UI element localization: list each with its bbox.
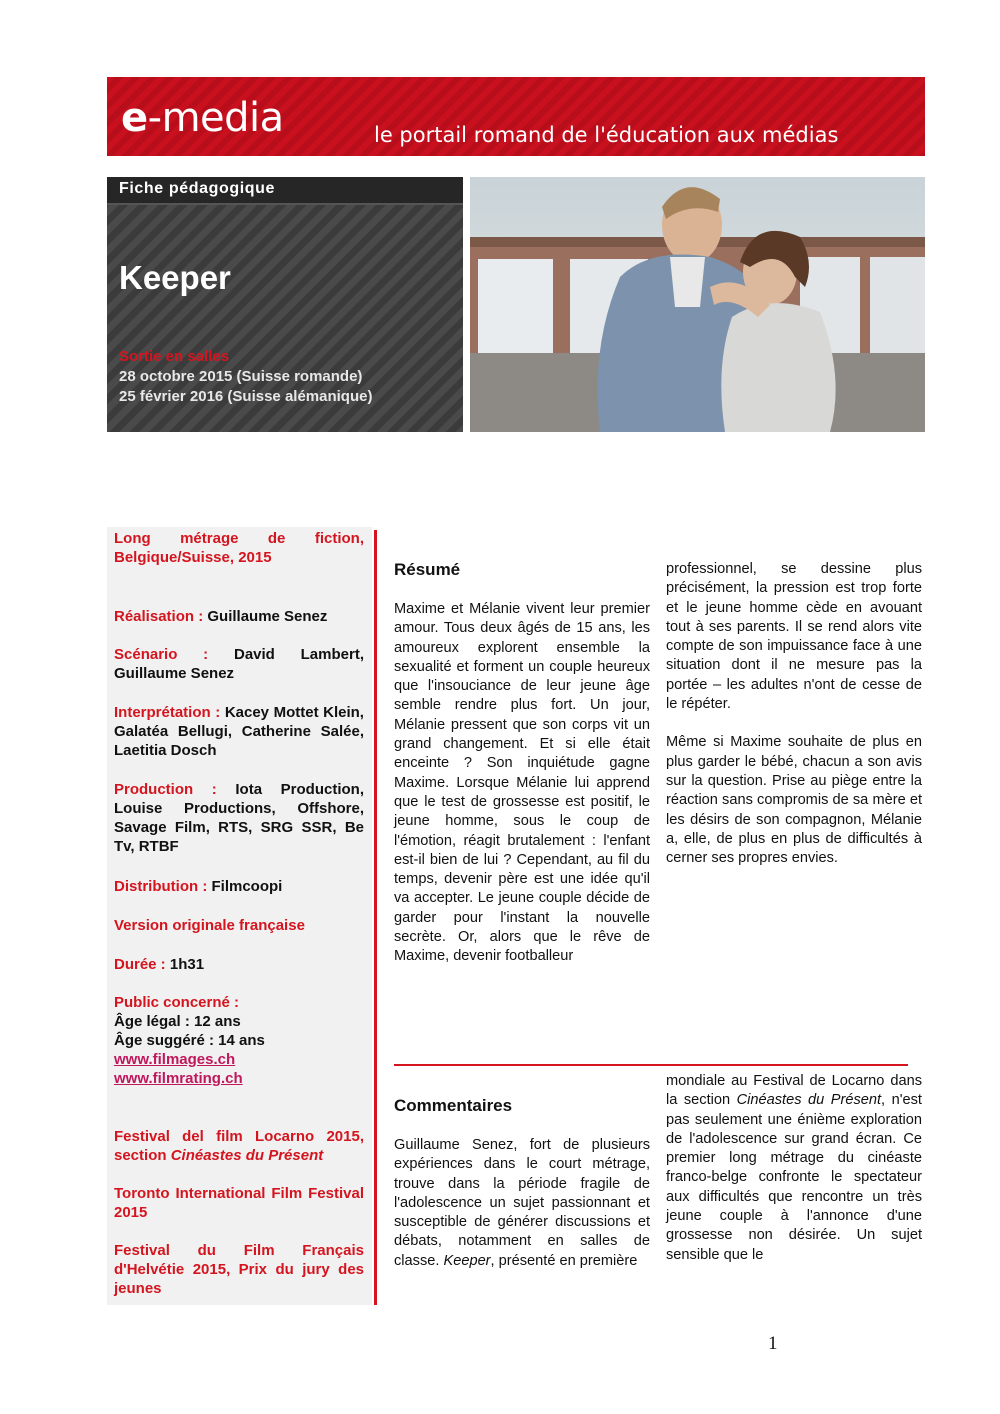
sidebar-divider (374, 530, 377, 1305)
interpretation (114, 703, 364, 760)
release-date-alemanique: 25 février 2016 (Suisse alémanique) (119, 388, 373, 405)
logo-text: -media (147, 95, 284, 141)
distribution-value: Filmcoopi (211, 878, 283, 895)
commentaires-column-2 (666, 1072, 922, 1265)
logo-e: e (121, 95, 148, 141)
duree (114, 955, 364, 974)
version: Version originale française (114, 917, 305, 934)
distribution-label: Distribution : (114, 878, 212, 895)
commentaires-text-c: mondiale au Festival de Locarno dans la section (666, 1073, 922, 1109)
commentaires-column-1 (394, 1136, 650, 1271)
commentaires-film-title: Keeper (443, 1252, 491, 1269)
production-value: Iota Production, Louise Productions, Offshore, Savage Film, RTS, SRG SSR, Be Tv, RTBF (114, 781, 364, 855)
release-info (119, 347, 372, 407)
hero-panel (107, 177, 463, 432)
photo-icon (470, 177, 925, 432)
film-title: Keeper (119, 259, 231, 296)
emedia-logo[interactable] (121, 95, 284, 141)
resume-column-2 (666, 560, 922, 868)
scenario-label: Scénario : (114, 646, 234, 663)
distribution (114, 877, 364, 896)
film-info-sidebar (107, 527, 372, 1305)
duree-value: 1h31 (169, 956, 205, 973)
age-suggere: Âge suggéré : 14 ans (114, 1032, 265, 1049)
public-label: Public concerné : (114, 994, 240, 1011)
resume-paragraph-3: Même si Maxime souhaite de plus en plus garder le bébé, chacun a son avis sur la question. Prise au piège entre la réaction sans compromis de sa mère et les désirs de son compagnon, Mélanie a, elle, de plus en plus de difficultés à cerner ses propres envies. (666, 734, 922, 867)
realisation (114, 607, 364, 626)
commentaires-title: Commentaires (394, 1096, 513, 1115)
page-number: 1 (768, 1333, 778, 1354)
resume-column-1: Maxime et Mélanie vivent leur premier amour. Tous deux âgés de 15 ans, les amoureux explorent ensemble la sexualité et forment un couple heureux que l'insouciance de leur jeune âge semble rendre plus fort. Un jour, Mélanie pressent que son corps vit un grand changement. Et si elle était enceinte ? Son inquiétude gagne Maxime. Lorsque Mélanie lui apprend que le test de grossesse est positif, le jeune homme, sous le coup de l'émotion, réagit brutalement : l'enfant est-il bien de lui ? Cependant, au fil du temps, devenir père est une idée qu'il va accepter. Le jeune couple décide de garder pour l'instant la nouvelle secrète. Or, alors que le rêve de Maxime, devenir footballeur (394, 601, 650, 965)
production (114, 780, 364, 856)
filmrating-link[interactable]: www.filmrating.ch (114, 1070, 243, 1087)
film-still-photo (470, 177, 925, 432)
section-label-bar (107, 177, 463, 205)
festival-locarno-text: Festival del film Locarno 2015, section (114, 1128, 364, 1164)
resume-title: Résumé (394, 560, 461, 579)
section-label: Fiche pédagogique (119, 180, 275, 197)
commentaires-section-name: Cinéastes du Présent (736, 1092, 882, 1109)
age-legal: Âge légal : 12 ans (114, 1013, 241, 1030)
commentaires-text-a: Guillaume Senez, fort de plusieurs expériences dans le court métrage, trouve dans la période fragile de l'adolescence un sujet passionnant et susceptible de générer discussions et débats, notamment en salles de classe. (394, 1137, 650, 1269)
filmages-link[interactable]: www.filmages.ch (114, 1051, 236, 1068)
production-label: Production : (114, 781, 236, 798)
genre: Long métrage de fiction, Belgique/Suisse, 2015 (114, 530, 364, 566)
header-tagline: le portail romand de l'éducation aux médias (374, 123, 839, 147)
public (114, 993, 364, 1088)
commentaires-text-b: , présenté en première (490, 1252, 638, 1269)
interpretation-value: Kacey Mottet Klein, Galatéa Bellugi, Catherine Salée, Laetitia Dosch (114, 704, 364, 759)
festival-locarno (114, 1127, 364, 1165)
festival-helvetie: Festival du Film Français d'Helvétie 2015, Prix du jury des jeunes (114, 1242, 364, 1297)
scenario (114, 645, 364, 683)
commentaires-text-d: , n'est pas seulement une énième exploration de l'adolescence sur grand écran. Ce premier long métrage du cinéaste franco-belge confronte le spectateur aux difficultés que rencontre un très jeune couple à l'annonce d'une grossesse non désirée. Un sujet sensible que le (666, 1092, 922, 1263)
resume-paragraph-2: professionnel, se dessine plus précisément, la pression est trop forte et le jeune homme cède en avouant tout à ses parents. Il se rend alors vite compte de son impuissance face à une situation dont il ne mesure pas la portée – les adultes n'ont de cesse de le répéter. (666, 561, 922, 713)
release-label: Sortie en salles (119, 348, 230, 365)
interpretation-label: Interprétation : (114, 704, 225, 721)
section-divider (394, 1064, 908, 1066)
duree-label: Durée : (114, 956, 170, 973)
festival-locarno-section: Cinéastes du Présent (170, 1147, 324, 1164)
scenario-value: David Lambert, Guillaume Senez (114, 646, 364, 682)
festival-toronto: Toronto International Film Festival 2015 (114, 1185, 364, 1221)
header-banner (107, 77, 925, 156)
release-date-romande: 28 octobre 2015 (Suisse romande) (119, 368, 363, 385)
realisation-value: Guillaume Senez (207, 608, 328, 625)
realisation-label: Réalisation : (114, 608, 208, 625)
